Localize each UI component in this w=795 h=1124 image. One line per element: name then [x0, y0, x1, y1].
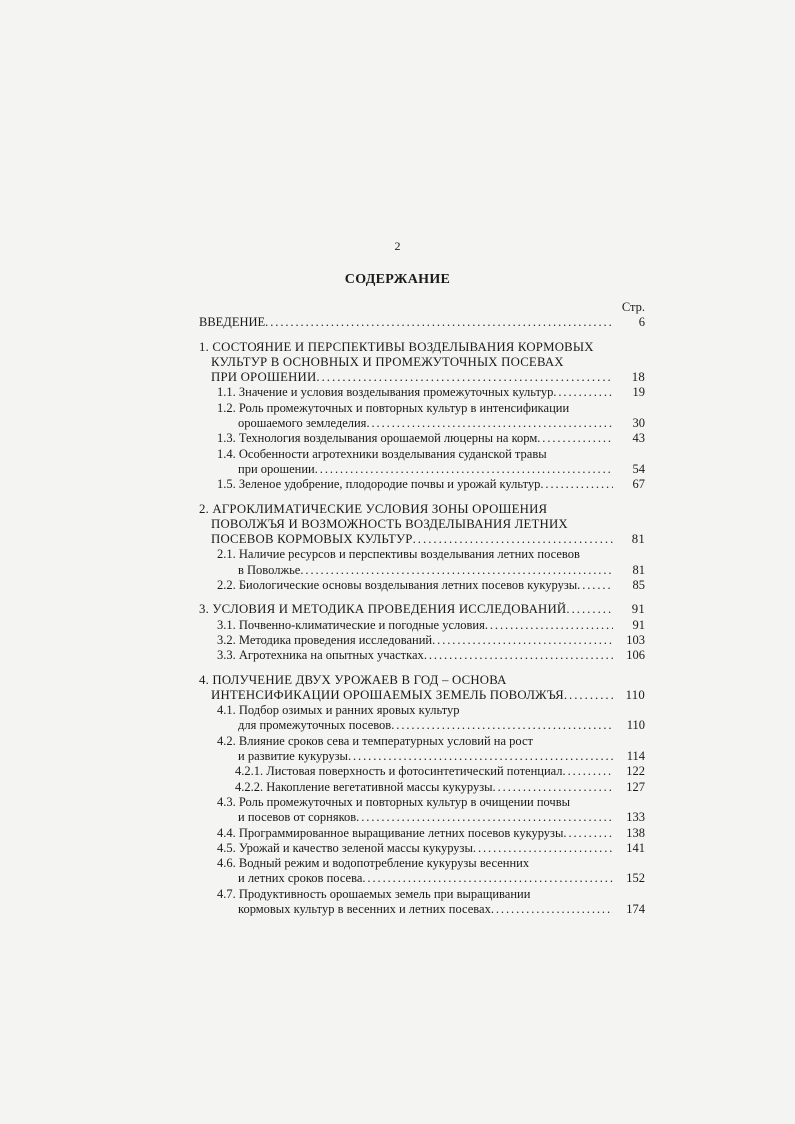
toc-chapter-3[interactable]	[199, 602, 645, 617]
toc-section-1-1[interactable]	[217, 385, 645, 400]
toc-page-number: 133	[626, 810, 645, 825]
toc-entry-label: 1.2. Роль промежуточных и повторных культур в интенсификации	[217, 400, 570, 415]
dot-leader	[413, 532, 613, 547]
dot-leader	[563, 764, 613, 779]
chapter-title-line: ПОВОЛЖЪЯ И ВОЗМОЖНОСТЬ ВОЗДЕЛЫВАНИЯ ЛЕТНИХ	[211, 516, 568, 531]
toc-entry-label: ВВЕДЕНИЕ	[199, 315, 266, 330]
toc-section-1-2[interactable]	[217, 401, 645, 432]
chapter-title-line: 3. УСЛОВИЯ И МЕТОДИКА ПРОВЕДЕНИЯ ИССЛЕДОВАНИЙ	[199, 602, 567, 617]
toc-entry-label: и развитие кукурузы	[238, 749, 348, 764]
toc-page-number: 30	[632, 416, 645, 431]
chapter-title-line: ПРИ ОРОШЕНИИ	[211, 370, 317, 385]
chapter-title-line: ИНТЕНСИФИКАЦИИ ОРОШАЕМЫХ ЗЕМЕЛЬ ПОВОЛЖЪЯ	[211, 687, 564, 702]
toc-page-number: 152	[626, 871, 645, 886]
toc-entry-label: 3.1. Почвенно-климатические и погодные условия	[217, 617, 485, 632]
toc-entry-label: 3.2. Методика проведения исследований	[217, 632, 433, 647]
toc-section-1-3[interactable]	[217, 431, 645, 446]
toc-entry-label: 2.1. Наличие ресурсов и перспективы возделывания летних посевов	[217, 547, 580, 562]
toc-chapter-2[interactable]	[199, 502, 645, 548]
dot-leader	[537, 431, 613, 446]
toc-entry-label: 4.1. Подбор озимых и ранних яровых культур	[217, 703, 460, 718]
toc-section-4-4[interactable]	[217, 826, 645, 841]
toc-subsection-4-2-2[interactable]	[235, 780, 645, 795]
dot-leader	[348, 749, 613, 764]
toc-page-number: 138	[626, 825, 645, 840]
toc-entry-label: 4.4. Программированное выращивание летних посевов кукурузы	[217, 825, 564, 840]
toc-page-number: 141	[626, 840, 645, 855]
toc-entry-label: 1.5. Зеленое удобрение, плодородие почвы и урожай культур	[217, 477, 541, 492]
dot-leader	[540, 477, 613, 492]
dot-leader	[316, 370, 613, 385]
page-number: 2	[394, 239, 401, 253]
toc-section-3-2[interactable]	[217, 633, 645, 648]
toc-page-number: 81	[631, 532, 645, 547]
dot-leader	[265, 315, 613, 330]
toc-section-4-6[interactable]	[217, 856, 645, 887]
page-title: СОДЕРЖАНИЕ	[344, 272, 451, 287]
chapter-title-line: ПОСЕВОВ КОРМОВЫХ КУЛЬТУР	[211, 532, 413, 547]
toc-page-number: 81	[632, 562, 645, 577]
toc-chapter-1[interactable]	[199, 340, 645, 386]
toc-page-number: 6	[638, 315, 645, 330]
dot-leader	[300, 563, 613, 578]
toc-page-number: 67	[632, 477, 645, 492]
toc-section-4-1[interactable]	[217, 703, 645, 734]
dot-leader	[566, 602, 613, 617]
dot-leader	[564, 688, 613, 703]
toc-entry-label: 4.7. Продуктивность орошаемых земель при выращивании	[217, 886, 531, 901]
toc-section-1-5[interactable]	[217, 477, 645, 492]
toc-page-number: 106	[626, 648, 645, 663]
dot-leader	[432, 633, 613, 648]
toc-page-number: 122	[626, 764, 645, 779]
dot-leader	[491, 902, 613, 917]
toc-entry-label: 2.2. Биологические основы возделывания летних посевов кукурузы	[217, 578, 578, 593]
toc-chapter-4[interactable]	[199, 673, 645, 704]
toc-section-3-1[interactable]	[217, 618, 645, 633]
toc-page-number: 127	[626, 779, 645, 794]
toc-page-number: 174	[626, 901, 645, 916]
dot-leader	[493, 780, 613, 795]
toc-entry-label: для промежуточных посевов	[238, 718, 392, 733]
table-of-contents	[199, 300, 645, 917]
toc-entry-label: при орошении	[238, 461, 315, 476]
toc-section-4-5[interactable]	[217, 841, 645, 856]
toc-section-4-7[interactable]	[217, 887, 645, 918]
dot-leader	[391, 718, 613, 733]
dot-leader	[366, 416, 613, 431]
chapter-title-line: 4. ПОЛУЧЕНИЕ ДВУХ УРОЖАЕВ В ГОД – ОСНОВА	[199, 672, 507, 687]
toc-page-number: 114	[626, 749, 645, 764]
toc-entry-label: 4.2.2. Накопление вегетативной массы кукурузы	[235, 779, 493, 794]
toc-entry-label: 3.3. Агротехника на опытных участках	[217, 648, 424, 663]
dot-leader	[315, 462, 613, 477]
dot-leader	[553, 385, 613, 400]
toc-subsection-4-2-1[interactable]	[235, 764, 645, 779]
toc-entry-label: 4.5. Урожай и качество зеленой массы кукурузы	[217, 840, 473, 855]
toc-section-2-2[interactable]	[217, 578, 645, 593]
toc-entry-label: кормовых культур в весенних и летних посевах	[238, 901, 491, 916]
dot-leader	[563, 826, 613, 841]
dot-leader	[485, 618, 613, 633]
toc-page-number: 54	[632, 461, 645, 476]
dot-leader	[424, 648, 613, 663]
chapter-title-line: 2. АГРОКЛИМАТИЧЕСКИЕ УСЛОВИЯ ЗОНЫ ОРОШЕНИЯ	[199, 501, 548, 516]
chapter-title-line: КУЛЬТУР В ОСНОВНЫХ И ПРОМЕЖУТОЧНЫХ ПОСЕВАХ	[211, 354, 564, 369]
toc-entry-label: орошаемого земледелия	[238, 416, 367, 431]
chapter-title-line: 1. СОСТОЯНИЕ И ПЕРСПЕКТИВЫ ВОЗДЕЛЫВАНИЯ КОРМОВЫХ	[199, 339, 594, 354]
toc-entry-label: 1.4. Особенности агротехники возделывания суданской травы	[217, 446, 547, 461]
toc-section-4-2[interactable]	[217, 734, 645, 765]
toc-page-number: 43	[632, 431, 645, 446]
toc-entry-label: 4.2. Влияние сроков сева и температурных условий на рост	[217, 733, 533, 748]
toc-section-2-1[interactable]	[217, 547, 645, 578]
toc-entry-intro[interactable]	[199, 315, 645, 330]
toc-section-4-3[interactable]	[217, 795, 645, 826]
toc-entry-label: в Поволжье	[238, 562, 301, 577]
toc-page-number: 91	[632, 617, 645, 632]
toc-page-number: 103	[626, 632, 645, 647]
dot-leader	[577, 578, 613, 593]
toc-page-number: 110	[625, 687, 645, 702]
toc-page-number: 19	[632, 385, 645, 400]
toc-entry-label: 4.3. Роль промежуточных и повторных культур в очищении почвы	[217, 794, 571, 809]
toc-page-number: 18	[631, 370, 645, 385]
toc-entry-label: 4.6. Водный режим и водопотребление кукурузы весенних	[217, 856, 530, 871]
toc-entry-label: 1.3. Технология возделывания орошаемой люцерны на корм	[217, 431, 538, 446]
dot-leader	[362, 871, 613, 886]
toc-entry-label: и летних сроков посева	[238, 871, 363, 886]
toc-page-number: 110	[626, 718, 645, 733]
toc-entry-label: 1.1. Значение и условия возделывания промежуточных культур	[217, 385, 554, 400]
toc-page-number: 91	[631, 602, 645, 617]
page-column-header: Стр.	[621, 300, 645, 314]
toc-section-3-3[interactable]	[217, 648, 645, 663]
toc-entry-label: и посевов от сорняков	[238, 810, 357, 825]
dot-leader	[356, 810, 613, 825]
toc-entry-label: 4.2.1. Листовая поверхность и фотосинтетический потенциал	[235, 764, 563, 779]
toc-section-1-4[interactable]	[217, 447, 645, 478]
dot-leader	[473, 841, 613, 856]
toc-page-number: 85	[632, 578, 645, 593]
